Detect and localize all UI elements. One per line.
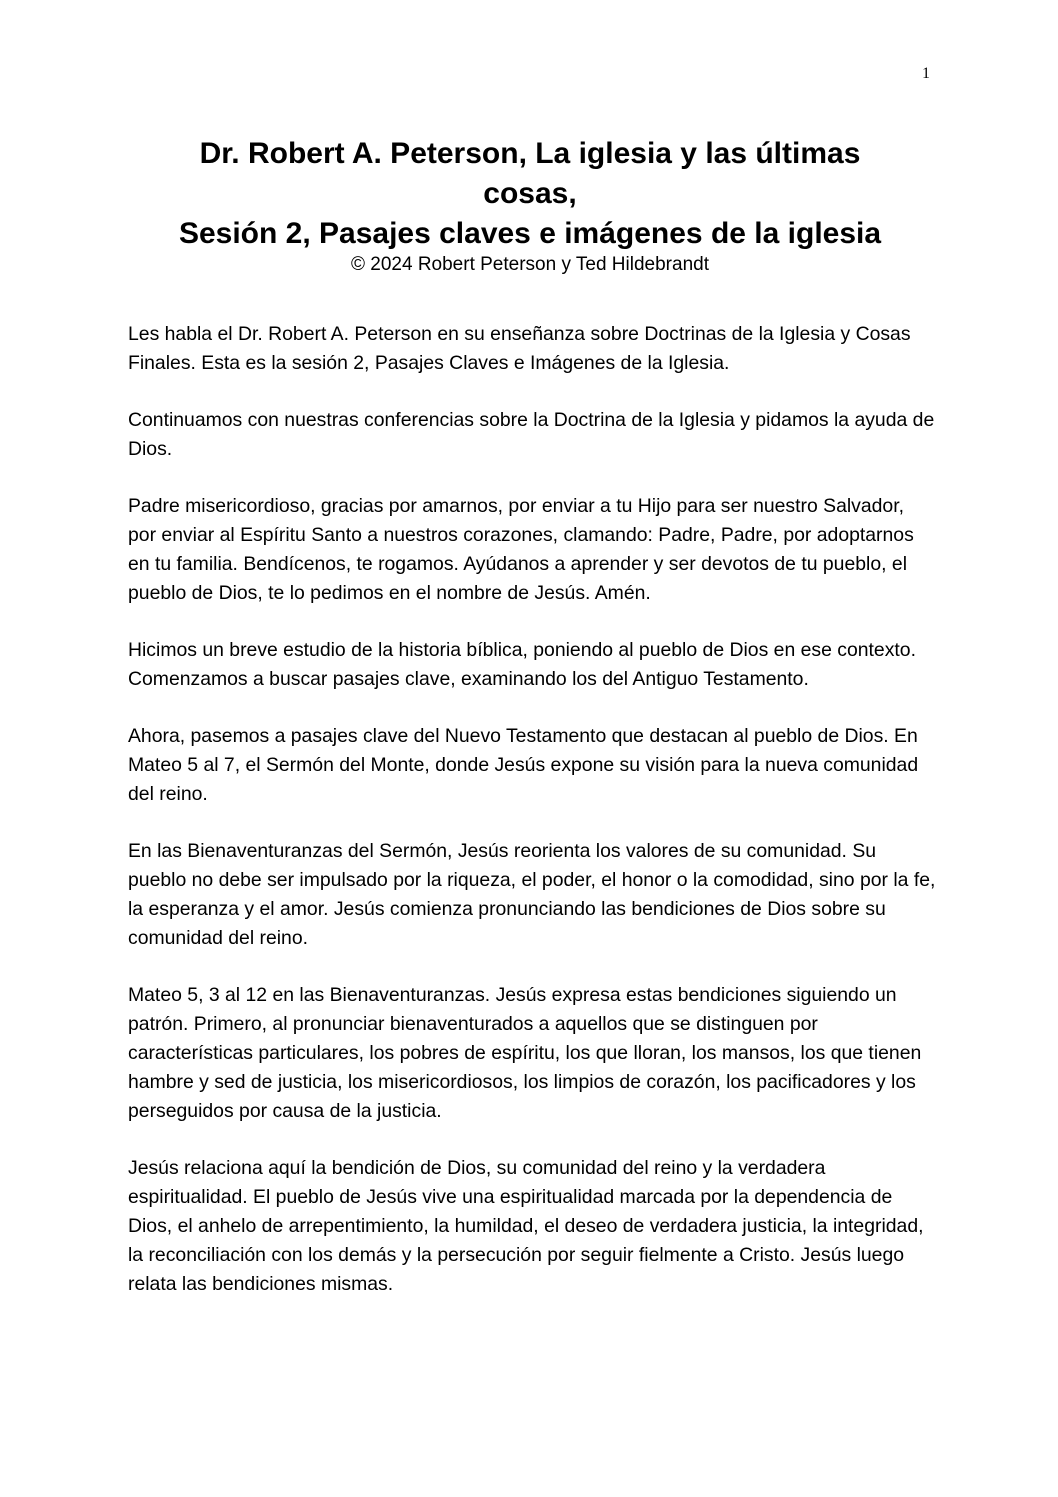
title-line-1: Dr. Robert A. Peterson, La iglesia y las últimas (199, 137, 861, 170)
paragraph: Padre misericordioso, gracias por amarnos, por enviar a tu Hijo para ser nuestro Salvador, por enviar al Espíritu Santo a nuestros corazones, clamando: Padre, Padre, por adoptarnos en tu familia. Bendícenos, te rogamos. Ayúdanos a aprender y ser devotos de tu pueblo, el pueblo de Dios, te lo pedimos en el nombre de Jesús. Amén. (128, 495, 914, 604)
paragraph: En las Bienaventuranzas del Sermón, Jesús reorienta los valores de su comunidad. Su pueblo no debe ser impulsado por la riqueza, el poder, el honor o la comodidad, sino por la fe, la esperanza y el amor. Jesús comienza pronunciando las bendiciones de Dios sobre su comunidad del reino. (128, 840, 936, 949)
document-body (128, 320, 936, 1327)
title-line-2: cosas, (483, 177, 577, 210)
page-number: 1 (922, 65, 930, 82)
title-line-3: Sesión 2, Pasajes claves e imágenes de la iglesia (178, 217, 882, 250)
paragraph: Hicimos un breve estudio de la historia bíblica, poniendo al pueblo de Dios en ese contexto. Comenzamos a buscar pasajes clave, examinando los del Antiguo Testamento. (128, 639, 916, 690)
paragraph: Ahora, pasemos a pasajes clave del Nuevo Testamento que destacan al pueblo de Dios. En Mateo 5 al 7, el Sermón del Monte, donde Jesús expone su visión para la nueva comunidad del reino. (128, 725, 919, 805)
document-header (100, 134, 960, 276)
paragraph: Les habla el Dr. Robert A. Peterson en su enseñanza sobre Doctrinas de la Iglesia y Cosas Finales. Esta es la sesión 2, Pasajes Claves e Imágenes de la Iglesia. (128, 323, 911, 374)
paragraph: Continuamos con nuestras conferencias sobre la Doctrina de la Iglesia y pidamos la ayuda de Dios. (128, 409, 935, 460)
copyright-notice: © 2024 Robert Peterson y Ted Hildebrandt (351, 254, 709, 275)
paragraph: Jesús relaciona aquí la bendición de Dios, su comunidad del reino y la verdadera espiritualidad. El pueblo de Jesús vive una espiritualidad marcada por la dependencia de Dios, el anhelo de arrepentimiento, la humildad, el deseo de verdadera justicia, la integridad, la reconciliación con los demás y la persecución por seguir fielmente a Cristo. Jesús luego relata las bendiciones mismas. (128, 1157, 924, 1295)
paragraph: Mateo 5, 3 al 12 en las Bienaventuranzas. Jesús expresa estas bendiciones siguiendo un patrón. Primero, al pronunciar bienaventurados a aquellos que se distinguen por características particulares, los pobres de espíritu, los que lloran, los mansos, los que tienen hambre y sed de justicia, los misericordiosos, los limpios de corazón, los pacificadores y los perseguidos por causa de la justicia. (128, 984, 922, 1122)
